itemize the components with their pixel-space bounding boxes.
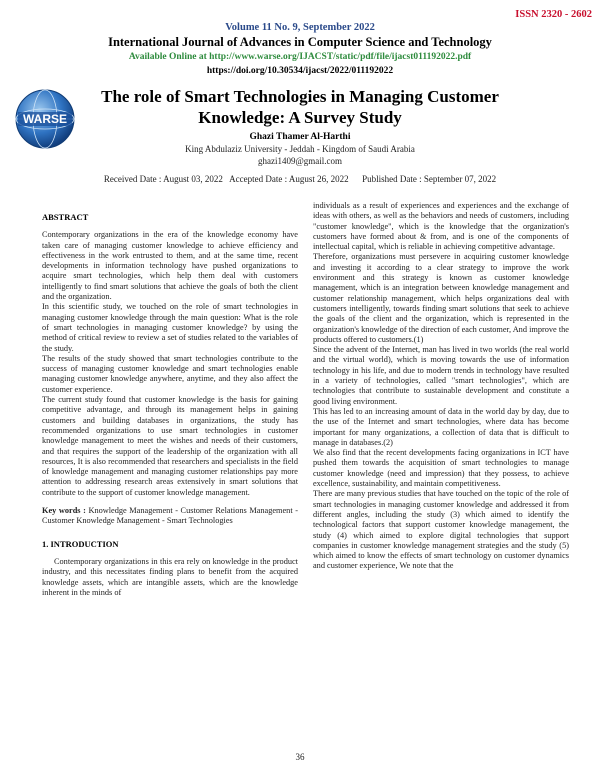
abstract-paragraph-1: Contemporary organizations in the era of the knowledge economy have taken care of managing customer knowledge to achieve efficiency and effectiveness in the work entrusted to them, and at the same time, recent developments in information technology have pushed organizations to acquire smart technologies, which help them deal with customers intelligently to find smart solutions that achieve the goals of both the client and the organization.: [42, 230, 298, 302]
online-url[interactable]: Available Online at http://www.warse.org/IJACST/static/pdf/file/ijacst011192022.pdf: [128, 52, 472, 62]
keywords-label: Key words :: [42, 506, 86, 516]
keywords: [42, 506, 298, 527]
body-paragraph-4: This has led to an increasing amount of data in the world day by day, due to the use of the Internet and smart technologies, where data has become important for many organizations, a collection of data that is difficult to manage in databases.(2): [313, 406, 569, 447]
abstract-paragraph-3: The results of the study showed that smart technologies contribute to the success of managing customer knowledge and smart technologies enable managing customer knowledge anywhere, anytime, and they also affect the customer experience.: [42, 353, 298, 394]
doi-link[interactable]: https://doi.org/10.30534/ijacst/2022/011192022: [206, 66, 394, 76]
body-paragraph-3: Since the advent of the Internet, man has lived in two worlds (the real world and the virtual world), which is moving towards the use of information technology in his life, and due to modern trends in technology have resulted in a variety of technologies, called "smart technologies", which are technologies that contribute to sustainable development and constitute a good living environment.: [313, 345, 569, 406]
abstract-heading: ABSTRACT: [42, 212, 89, 222]
body-paragraph-2: Therefore, organizations must persevere in acquiring customer knowledge and investing it according to a clear strategy to improve the work environment and this strategy is known as customer knowledge management, which is an integration between knowledge management and customer relationship management, which helps organizations deal with customers intelligently, towards finding smart solutions that seek to achieve the goals of the client and the organization, which is represented in the organization's knowledge of the direction of each customer, And improve the products offered to customers.(1): [313, 252, 569, 344]
abstract-paragraph-2: In this scientific study, we touched on the role of smart technologies in managing customer knowledge through the main question: What is the role of smart technologies in managing customer knowledge? by using the method of critical review to review a set of studies related to the variables of the study.: [42, 302, 298, 353]
author-affiliation: King Abdulaziz University - Jeddah - Kingdom of Saudi Arabia: [185, 144, 415, 154]
journal-title: International Journal of Advances in Computer Science and Technology: [108, 35, 492, 49]
introduction-paragraph-1: Contemporary organizations in this era rely on knowledge in the product industry, and this necessitates finding plans to benefit from the acquired knowledge assets, which are intangible assets, which are the knowledge inherent in the minds of: [42, 556, 298, 597]
author-name: Ghazi Thamer Al-Harthi: [249, 132, 351, 142]
issn-label: ISSN 2320 - 2602: [515, 9, 592, 20]
page-number: 36: [295, 752, 305, 762]
right-column: [313, 201, 569, 572]
spacer: [42, 498, 298, 506]
volume-label: Volume 11 No. 9, September 2022: [225, 22, 375, 33]
body-paragraph-1: individuals as a result of experiences and experiences and the exchange of ideas with others, as well as the behaviors and needs of customers, including "customer knowledge", which is the knowledge that the organization's customers have formed about & from, and is one of the components of intellectual capital, which is reliable in achieving competitive advantage.: [313, 201, 569, 252]
keywords-list: Knowledge Management - Customer Relations Management - Customer Knowledge Management - Smart Technologies: [42, 506, 298, 526]
logo-text: WARSE: [22, 112, 68, 126]
abstract-paragraph-4: The current study found that customer knowledge is the basis for gaining competitive advantage, and through its management helps in gaining customers and building databases in organizations, the study has recommended organizations to use smart technologies in customer knowledge management to meet the wishes and needs of their customers, and that requires the support of the leadership of the organization with all resources, It is also recommended that researchers and specialists in the field of knowledge management and managing customer relationships pay more attention to addressing research areas extensively in smart solutions that contribute to the support of customer knowledge management.: [42, 395, 298, 497]
body-paragraph-6: There are many previous studies that have touched on the topic of the role of smart technologies in managing customer knowledge and addressed it from different angles, including the study (3) which aimed to identify the technological factors that support customer knowledge management, the study (4) which aimed to explore digital technologies that support companies in customer knowledge management strategies and the study (5) which aimed to know the effects of smart technology on customer dynamics and customer experience, We note that the: [313, 489, 569, 571]
introduction-heading: 1. INTRODUCTION: [42, 538, 119, 549]
left-column: [42, 205, 298, 598]
body-paragraph-5: We also find that the recent developments facing organizations in ICT have pushed them towards the acquisition of smart technologies to manage customer knowledge (need and impression) that they possess, to achieve excellence, sustainability, and maintain competitiveness.: [313, 448, 569, 489]
author-email[interactable]: ghazi1409@gmail.com: [257, 156, 343, 166]
paper-title: The role of Smart Technologies in Managing Customer Knowledge: A Survey Study: [101, 87, 499, 127]
publication-dates: Received Date : August 03, 2022 Accepted Date : August 26, 2022 Published Date : September 07, 2022: [103, 174, 497, 184]
